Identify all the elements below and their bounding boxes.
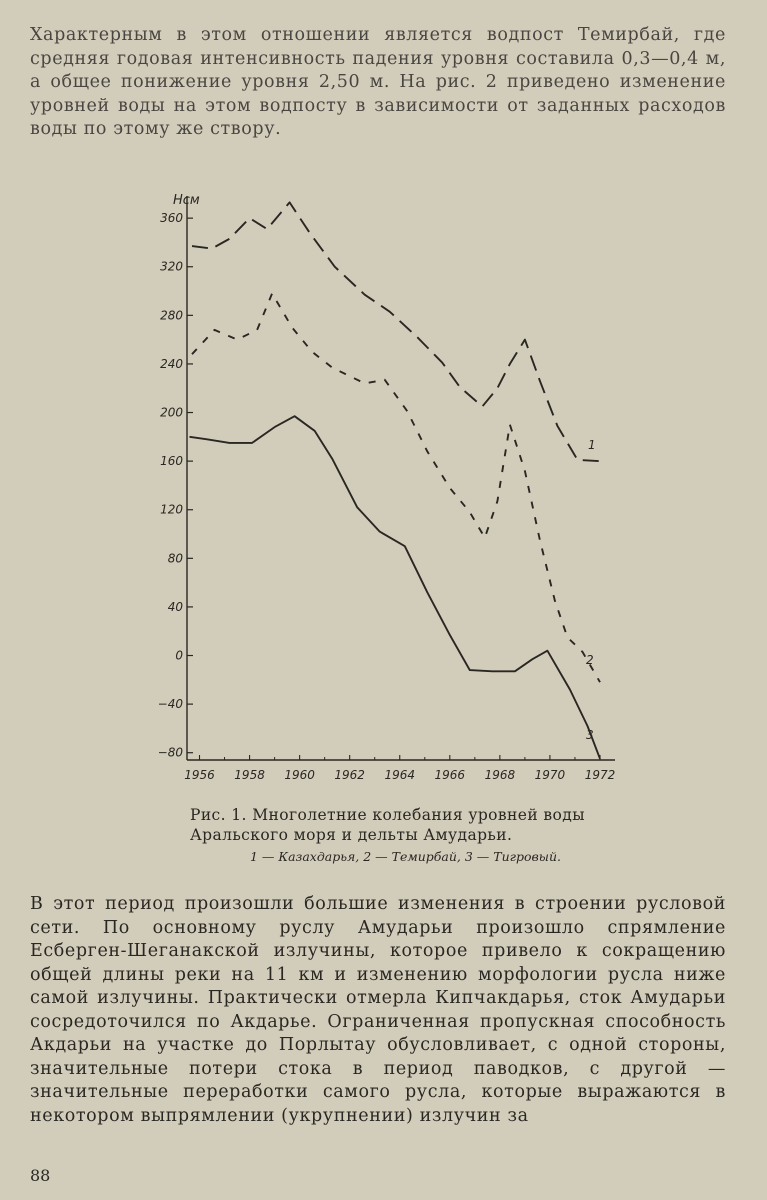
series-label-1: 1 xyxy=(587,438,596,453)
chart-axes xyxy=(187,196,615,760)
y-tick-label: 240 xyxy=(160,356,183,371)
series-line-3 xyxy=(190,416,601,759)
y-tick-label: 0 xyxy=(175,648,183,663)
y-tick-label: 120 xyxy=(160,502,183,517)
water-level-chart xyxy=(140,186,620,791)
y-tick-label: 320 xyxy=(160,259,183,274)
bottom-paragraph: В этот период произошли большие изменения в строении русловой сети. По основному руслу Амударьи произошло спрямление Есберген-Шеганакской излучины, которое привело к сокращению общей длины реки на 11 км и изменению морфологии русла ниже самой излучины. Практически отмерла Кипчакдарья, сток Амударьи сосредоточился по Акдарье. Ограниченная пропускная способность Акдарьи на участке до Порлытау обусловливает, с одной стороны, значительные потери стока в период паводков, с другой — значительные переработки самого русла, которые выражаются в некотором выпрямлении (укрупнении) излучин за xyxy=(30,894,726,1126)
x-tick-label: 1956 xyxy=(184,768,215,782)
y-tick-label: 160 xyxy=(160,454,183,469)
series-line-2 xyxy=(192,294,600,683)
top-paragraph: Характерным в этом отношении является водпост Темирбай, где средняя годовая интенсивность падения уровня составила 0,3—0,4 м, а общее понижение уровня 2,50 м. На рис. 2 приведено изменение уровней воды на этом водпосту в зависимости от заданных расходов воды по этому же створу. xyxy=(30,25,726,139)
caption-line-1: Рис. 1. Многолетние колебания уровней воды xyxy=(190,806,585,824)
x-tick-label: 1960 xyxy=(284,768,315,782)
series-label-2: 2 xyxy=(585,653,594,668)
x-axis-ticks xyxy=(184,755,615,782)
y-tick-label: −40 xyxy=(157,697,183,712)
series-label-3: 3 xyxy=(585,727,594,742)
caption-legend: 1 — Казахдарья, 2 — Темирбай, 3 — Тигровый. xyxy=(250,849,561,864)
y-tick-label: 80 xyxy=(167,551,183,566)
x-tick-label: 1962 xyxy=(334,768,365,782)
y-tick-label: 360 xyxy=(160,211,183,226)
page-number: 88 xyxy=(30,1166,51,1185)
chart-series xyxy=(190,202,601,758)
x-tick-label: 1970 xyxy=(534,768,566,782)
x-tick-label: 1972 xyxy=(584,768,616,782)
caption-line-2: Аральского моря и дельты Амударьи. xyxy=(190,826,513,844)
series-line-1 xyxy=(192,202,600,461)
y-tick-label: 200 xyxy=(160,405,183,420)
y-tick-label: 280 xyxy=(160,308,183,323)
x-tick-label: 1958 xyxy=(234,768,265,782)
x-tick-label: 1964 xyxy=(384,768,416,782)
y-axis-ticks xyxy=(158,211,193,760)
y-tick-label: 40 xyxy=(167,599,183,614)
figure-caption xyxy=(190,805,630,864)
x-tick-label: 1966 xyxy=(434,768,466,782)
y-axis-label: Нсм xyxy=(173,193,200,208)
x-tick-label: 1968 xyxy=(484,768,516,782)
y-tick-label: −80 xyxy=(157,745,183,760)
